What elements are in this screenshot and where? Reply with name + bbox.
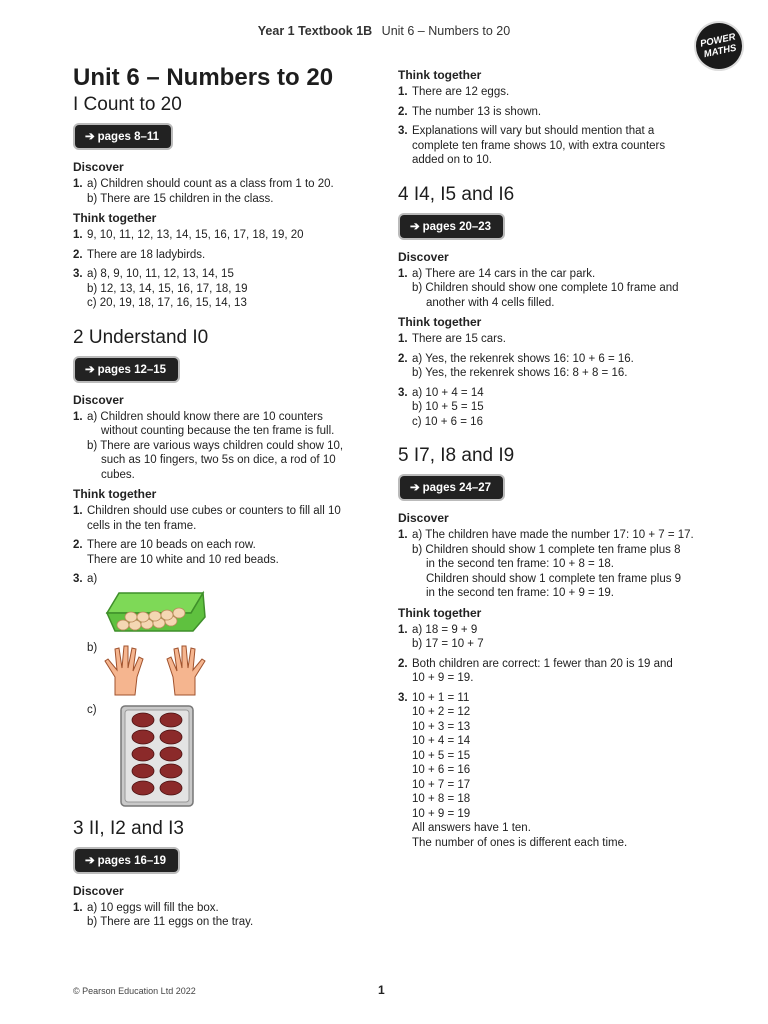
answer-item	[73, 177, 373, 206]
answer-item	[398, 105, 718, 120]
answer-line: in the second ten frame: 10 + 8 = 18.	[426, 558, 614, 570]
answer-item	[398, 352, 718, 381]
answer-item	[73, 248, 373, 263]
pages-label: pages 20–23	[422, 220, 492, 233]
answer-item	[73, 228, 373, 243]
answer-line: Both children are correct: 1 fewer than 20 is 19 and	[412, 657, 673, 670]
item-number: 2.	[73, 248, 83, 261]
answer-line: c) 20, 19, 18, 17, 16, 15, 14, 13	[87, 297, 247, 309]
answer-line: 10 + 5 = 15	[412, 749, 471, 762]
answer-line: 10 + 2 = 12	[412, 706, 471, 718]
item-number: 3.	[73, 573, 83, 585]
answer-line: a) There are 14 cars in the car park.	[412, 267, 596, 280]
answer-line: cells in the ten frame.	[87, 519, 197, 532]
answer-line: another with 4 cells filled.	[426, 296, 555, 309]
discover-heading: Discover	[398, 511, 449, 525]
item-number: 1.	[398, 623, 408, 636]
page-number: 1	[378, 983, 385, 997]
answer-item	[398, 623, 718, 652]
answer-line: There are 18 ladybirds.	[87, 248, 206, 261]
cake-tray-illustration	[87, 704, 207, 808]
answer-line: 10 + 3 = 13	[412, 720, 471, 733]
answer-item	[73, 901, 373, 930]
answer-item	[73, 267, 373, 311]
answer-line: There are 15 cars.	[412, 333, 506, 345]
answer-item	[398, 124, 718, 168]
item-number: 2.	[398, 657, 408, 670]
item-number: 2.	[398, 105, 408, 118]
item-number: 1.	[73, 901, 83, 914]
arrow-right-icon: ➔	[85, 131, 95, 143]
pages-label: pages 12–15	[97, 363, 167, 376]
answer-line: b) Children should show 1 complete ten frame plus 8	[412, 543, 681, 556]
answer-line: b) There are 15 children in the class.	[87, 192, 274, 205]
think-together-heading: Think together	[73, 211, 157, 225]
item-number: 1.	[398, 333, 408, 345]
answer-line: The number 13 is shown.	[412, 105, 542, 118]
right-column	[398, 60, 718, 855]
item-number: 1.	[398, 529, 408, 541]
item-number: 3.	[398, 386, 408, 399]
item-number: 1.	[73, 505, 83, 517]
answer-line: such as 10 fingers, two 5s on dice, a rod of 10	[101, 454, 336, 466]
answer-line: 10 + 1 = 11	[412, 691, 470, 704]
answer-line: Children should show 1 complete ten frame plus 9	[426, 572, 682, 585]
item-number: 1.	[398, 86, 408, 98]
answer-item	[398, 85, 718, 100]
answer-line: Children should use cubes or counters to fill all 10	[87, 505, 341, 517]
logo-text: POWER MATHS	[699, 31, 738, 61]
answer-line: c) 10 + 6 = 16	[412, 415, 483, 428]
answer-line: a) Children should count as a class from 1 to 20.	[87, 178, 334, 190]
answer-line: a) 10 eggs will fill the box.	[87, 901, 219, 914]
answer-line: b) 10 + 5 = 15	[412, 401, 484, 413]
header-book: Year 1 Textbook 1B	[257, 24, 373, 38]
answer-line: complete ten frame shows 10, with extra counters	[412, 139, 666, 152]
page-title: Unit 6 – Numbers to 20	[73, 64, 334, 91]
discover-heading: Discover	[73, 160, 124, 174]
answer-line: without counting because the ten frame is full.	[101, 425, 335, 437]
answer-line: There are 10 white and 10 red beads.	[87, 553, 279, 566]
section-heading: 4 I4, I5 and I6	[398, 183, 515, 205]
section-heading: 3 II, I2 and I3	[73, 817, 184, 839]
answer-line: a)	[87, 573, 98, 585]
answer-line: Explanations will vary but should mention that a	[412, 125, 655, 137]
pages-badge	[75, 849, 178, 872]
answer-line: b)	[87, 641, 98, 654]
answer-line: b) Children should show one complete 10 frame and	[412, 282, 679, 294]
answer-item	[73, 504, 373, 533]
answer-line: added on to 10.	[412, 154, 492, 166]
section-heading: 2 Understand I0	[73, 326, 209, 348]
discover-heading: Discover	[398, 249, 449, 264]
pages-label: pages 8–11	[97, 131, 160, 143]
answer-item	[398, 386, 718, 430]
answer-line: b) 12, 13, 14, 15, 16, 17, 18, 19	[87, 282, 248, 295]
answer-line: in the second ten frame: 10 + 9 = 19.	[426, 587, 614, 599]
page-header	[0, 24, 768, 38]
answer-line: 9, 10, 11, 12, 13, 14, 15, 16, 17, 18, 19, 20	[87, 229, 304, 241]
answer-line: cubes.	[101, 468, 135, 481]
answer-line: a) The children have made the number 17: 10 + 7 = 17.	[412, 529, 694, 541]
answer-item	[398, 691, 718, 851]
answer-line: b) There are 11 eggs on the tray.	[87, 916, 254, 928]
item-number: 3.	[398, 125, 408, 137]
section-heading: I Count to 20	[73, 94, 182, 115]
pages-badge	[400, 215, 503, 238]
think-together-heading: Think together	[398, 605, 482, 620]
answer-line: The number of ones is different each time.	[412, 836, 628, 849]
item-number: 3.	[73, 268, 83, 280]
answer-line: b) Yes, the rekenrek shows 16: 8 + 8 = 16.	[412, 367, 628, 379]
answer-line: 10 + 4 = 14	[412, 735, 471, 747]
item-number: 1.	[398, 267, 408, 280]
answer-line: 10 + 7 = 17	[412, 778, 471, 791]
answer-line: 10 + 9 = 19.	[412, 672, 474, 684]
copyright-footer: © Pearson Education Ltd 2022	[73, 986, 196, 996]
answer-item	[398, 332, 718, 347]
think-together-heading: Think together	[73, 487, 157, 501]
item-number: 2.	[73, 539, 83, 551]
item-number: 2.	[398, 352, 408, 365]
answer-line: 10 + 8 = 18	[412, 793, 471, 805]
arrow-right-icon: ➔	[410, 482, 420, 494]
answer-line: a) Children should know there are 10 counters	[87, 410, 323, 423]
answer-item	[73, 410, 373, 483]
item-number: 1.	[73, 178, 83, 190]
answer-line: 10 + 6 = 16	[412, 764, 471, 776]
pages-label: pages 16–19	[97, 854, 167, 867]
answer-line: a) 8, 9, 10, 11, 12, 13, 14, 15	[87, 268, 234, 280]
think-together-heading: Think together	[398, 68, 482, 82]
answer-item	[73, 538, 373, 567]
pages-label: pages 24–27	[422, 482, 492, 494]
section-heading: 5 I7, I8 and I9	[398, 445, 515, 466]
pages-badge	[75, 125, 171, 148]
pages-badge	[75, 358, 178, 381]
item-number: 1.	[73, 229, 83, 241]
answer-line: All answers have 1 ten.	[412, 822, 531, 834]
answer-line: b) There are various ways children could show 10,	[87, 439, 344, 452]
arrow-right-icon: ➔	[85, 363, 95, 376]
think-together-heading: Think together	[398, 315, 482, 329]
item-number: 1.	[73, 410, 83, 423]
answer-line: There are 12 eggs.	[412, 86, 510, 98]
answer-line: b) 17 = 10 + 7	[412, 638, 484, 650]
item-number: 3.	[398, 691, 408, 704]
answer-line: 10 + 9 = 19	[412, 807, 471, 820]
answer-item	[73, 572, 373, 808]
answer-line: a) 18 = 9 + 9	[412, 623, 478, 636]
left-column	[73, 60, 373, 935]
arrow-right-icon: ➔	[410, 220, 420, 233]
header-unit: Unit 6 – Numbers to 20	[381, 24, 511, 38]
discover-heading: Discover	[73, 883, 124, 898]
answer-item	[398, 657, 718, 686]
answer-item	[398, 528, 718, 601]
egg-box-illustration	[87, 587, 207, 635]
pages-badge	[400, 476, 503, 499]
answer-line: c)	[87, 704, 97, 716]
answer-item	[398, 267, 718, 311]
arrow-right-icon: ➔	[85, 854, 95, 867]
hands-illustration	[87, 643, 207, 697]
answer-line: a) 10 + 4 = 14	[412, 386, 484, 399]
discover-heading: Discover	[73, 392, 124, 407]
answer-line: a) Yes, the rekenrek shows 16: 10 + 6 = 16.	[412, 352, 634, 365]
answer-line: There are 10 beads on each row.	[87, 539, 256, 551]
